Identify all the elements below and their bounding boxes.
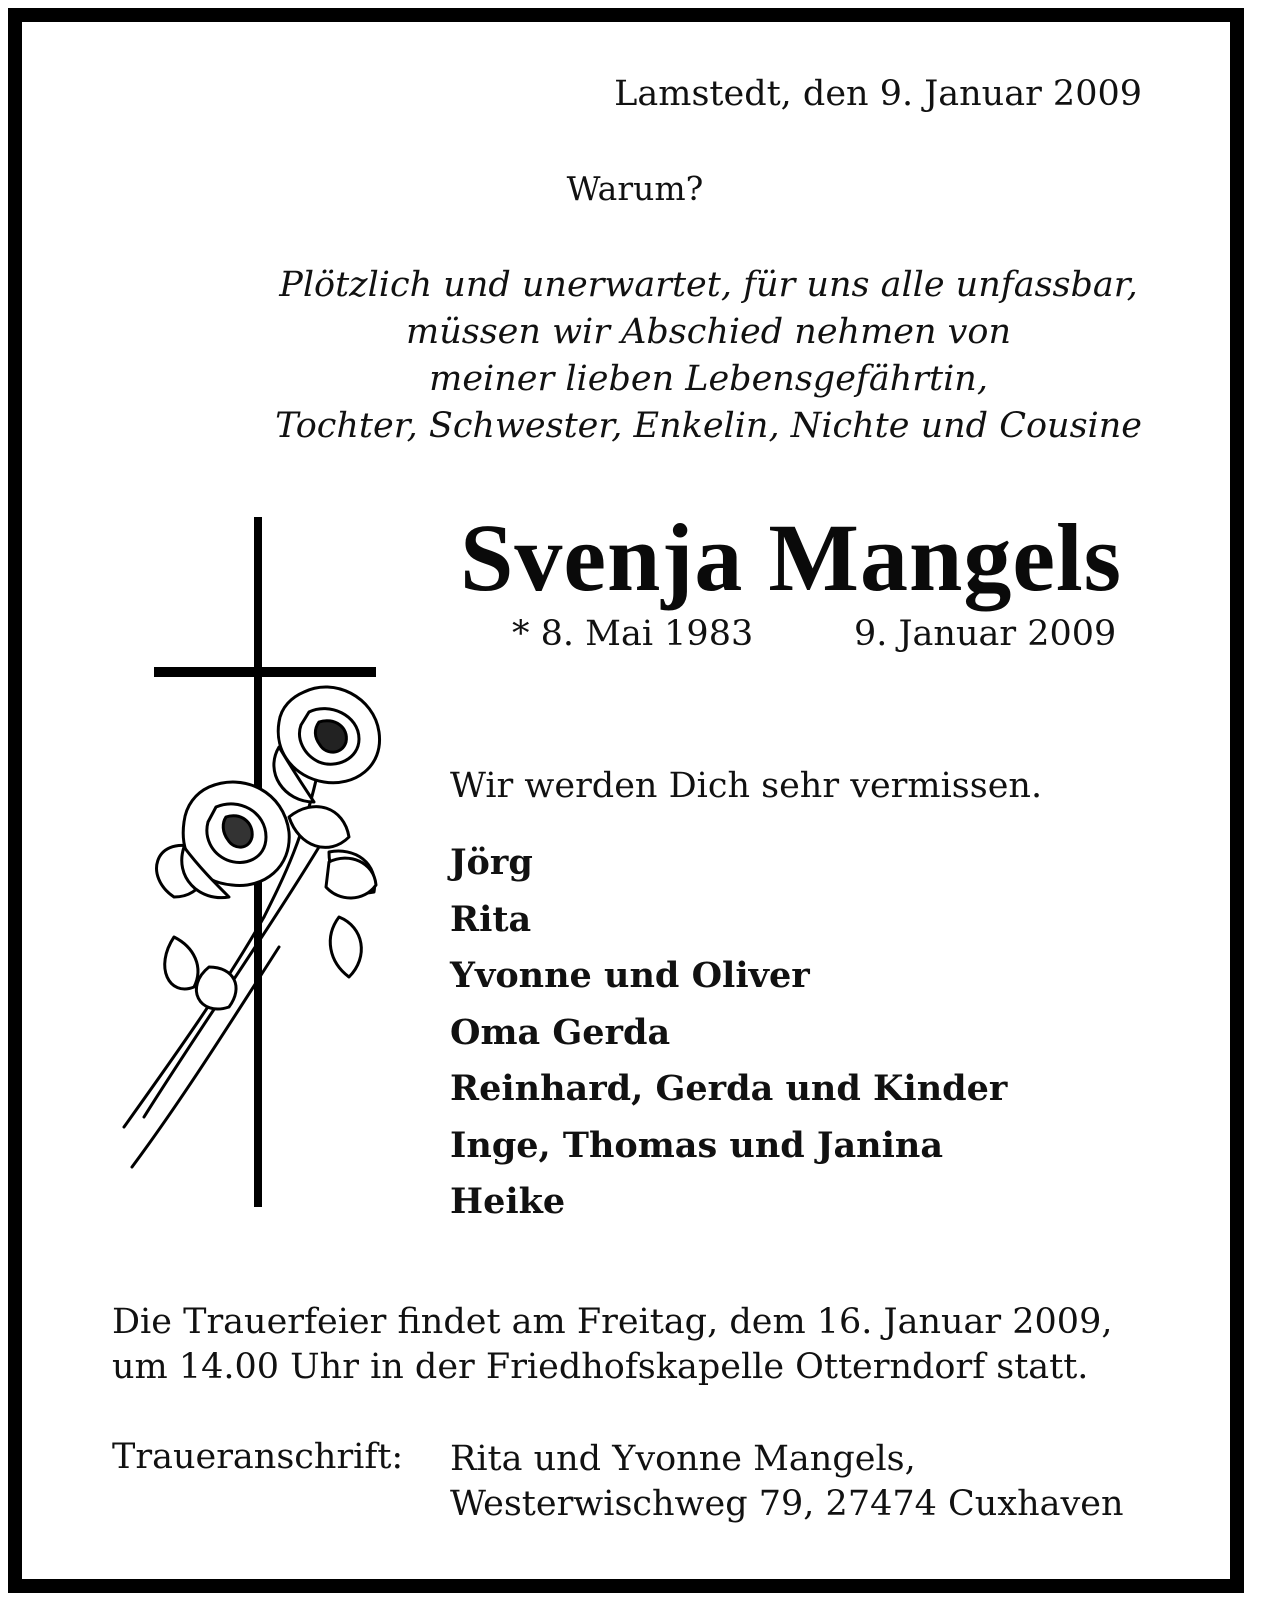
ceremony-info xyxy=(112,1300,1112,1390)
death-date: 9. Januar 2009 xyxy=(854,614,1117,654)
intro-line: müssen wir Abschied nehmen von xyxy=(406,312,1012,352)
mourning-address xyxy=(450,1437,1124,1527)
question-heading: Warum? xyxy=(566,169,704,208)
intro-line: meiner lieben Lebensgefährtin, xyxy=(429,359,988,399)
intro-line: Tochter, Schwester, Enkelin, Nichte und Cousine xyxy=(275,406,1142,446)
mourners-list xyxy=(450,835,1007,1231)
list-item: Heike xyxy=(450,1181,566,1222)
deceased-name: Svenja Mangels xyxy=(460,504,1122,611)
intro-text xyxy=(275,262,1142,450)
place-date: Lamstedt, den 9. Januar 2009 xyxy=(614,74,1142,114)
list-item: Jörg xyxy=(450,842,533,883)
obituary-notice xyxy=(8,8,1244,1593)
address-line: Westerwischweg 79, 27474 Cuxhaven xyxy=(450,1484,1124,1524)
cross-with-roses-icon xyxy=(114,517,394,1217)
birth-date: * 8. Mai 1983 xyxy=(512,614,754,654)
ceremony-line: um 14.00 Uhr in der Friedhofskapelle Otterndorf statt. xyxy=(112,1347,1089,1387)
list-item: Reinhard, Gerda und Kinder xyxy=(450,1068,1008,1109)
list-item: Oma Gerda xyxy=(450,1011,671,1053)
list-item: Inge, Thomas und Janina xyxy=(450,1124,944,1166)
address-label: Traueranschrift: xyxy=(112,1437,404,1477)
intro-line: Plötzlich und unerwartet, für uns alle unfassbar, xyxy=(279,265,1138,305)
farewell-line: Wir werden Dich sehr vermissen. xyxy=(450,766,1043,806)
address-line: Rita und Yvonne Mangels, xyxy=(450,1439,916,1479)
ceremony-line: Die Trauerfeier findet am Freitag, dem 16. Januar 2009, xyxy=(112,1302,1113,1342)
list-item: Rita xyxy=(450,898,532,940)
list-item: Yvonne und Oliver xyxy=(450,955,810,996)
